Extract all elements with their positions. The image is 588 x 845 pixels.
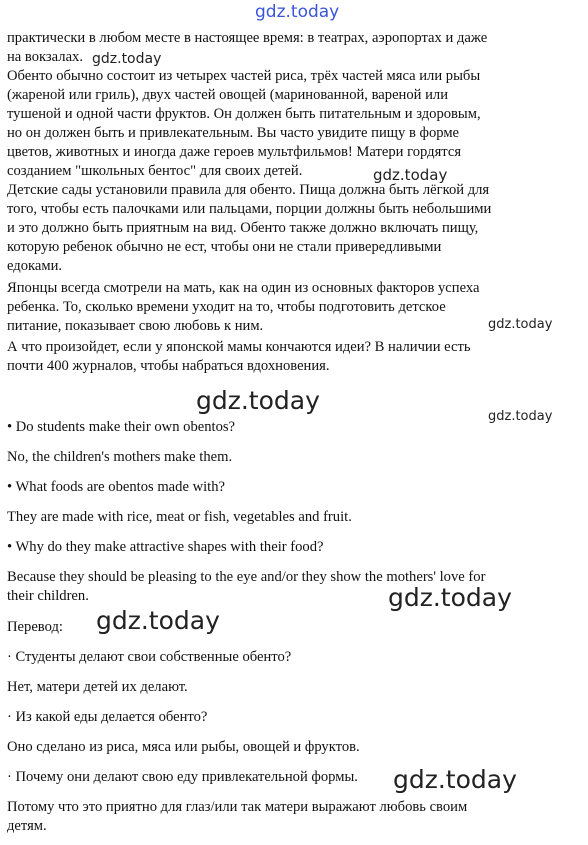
question-line: • What foods are obentos made with? <box>7 479 226 495</box>
question-line: • Do students make their own obentos? <box>7 419 236 435</box>
text-line: едоками. <box>7 258 63 274</box>
text-line: тушеной и одной части фруктов. Он должен быть питательным и здоровым, <box>7 106 481 122</box>
text-line: Обенто обычно состоит из четырех частей риса, трёх частей мяса или рыбы <box>7 68 481 84</box>
watermark: gdz.today <box>488 409 553 424</box>
text-line: ребенка. То, сколько времени уходит на то, чтобы подготовить детское <box>7 299 446 315</box>
answer-line: Нет, матери детей их делают. <box>7 679 188 695</box>
watermark: gdz.today <box>373 166 448 184</box>
watermark: gdz.today <box>255 2 340 22</box>
answer-line: Оно сделано из риса, мяса или рыбы, овощей и фруктов. <box>7 739 360 755</box>
answer-line: They are made with rice, meat or fish, vegetables and fruit. <box>7 509 352 525</box>
watermark: gdz.today <box>388 583 512 612</box>
text-line: Японцы всегда смотрели на мать, как на один из основных факторов успеха <box>7 280 480 296</box>
text-line: (жареной или гриль), двух частей овощей (маринованной, вареной или <box>7 87 449 103</box>
text-line: Детские сады установили правила для обенто. Пища должна быть лёгкой для <box>7 182 490 198</box>
text-line: цветов, животных и иногда даже героев мультфильмов! Матери гордятся <box>7 144 462 160</box>
text-line: А что произойдет, если у японской мамы кончаются идеи? В наличии есть <box>7 339 471 355</box>
text-line: созданием "школьных бентос" для своих детей. <box>7 163 303 179</box>
question-line: • Why do they make attractive shapes with their food? <box>7 539 324 555</box>
text-line: питание, показывает свою любовь к ним. <box>7 318 264 334</box>
translation-heading: Перевод: <box>7 619 63 635</box>
answer-line: Потому что это приятно для глаз/или так матери выражают любовь своим <box>7 799 468 815</box>
answer-line: детям. <box>7 818 47 834</box>
text-line: но он должен быть и привлекательным. Вы часто увидите пищу в форме <box>7 125 460 141</box>
answer-line: Because they should be pleasing to the eye and/or they show the mothers' love for <box>7 569 486 585</box>
text-line: которую ребенок обычно не ест, чтобы они не стали привередливыми <box>7 239 442 255</box>
answer-line: No, the children's mothers make them. <box>7 449 233 465</box>
question-line: · Из какой еды делается обенто? <box>7 709 208 725</box>
question-line: · Студенты делают свои собственные обенто? <box>7 649 292 665</box>
watermark: gdz.today <box>393 765 517 794</box>
watermark: gdz.today <box>196 386 320 415</box>
text-line: и это должно быть приятным на вид. Обенто также должно включать пищу, <box>7 220 479 236</box>
text-line: того, чтобы есть палочками или пальцами, порции должны быть небольшими <box>7 201 492 217</box>
question-line: · Почему они делают свою еду привлекательной формы. <box>7 769 358 785</box>
text-line: на вокзалах. <box>7 49 83 65</box>
watermark: gdz.today <box>92 51 162 67</box>
answer-line: their children. <box>7 588 89 604</box>
text-line: практически в любом месте в настоящее время: в театрах, аэропортах и даже <box>7 30 488 46</box>
watermark: gdz.today <box>488 317 553 332</box>
text-line: почти 400 журналов, чтобы набраться вдохновения. <box>7 358 330 374</box>
watermark: gdz.today <box>96 606 220 635</box>
